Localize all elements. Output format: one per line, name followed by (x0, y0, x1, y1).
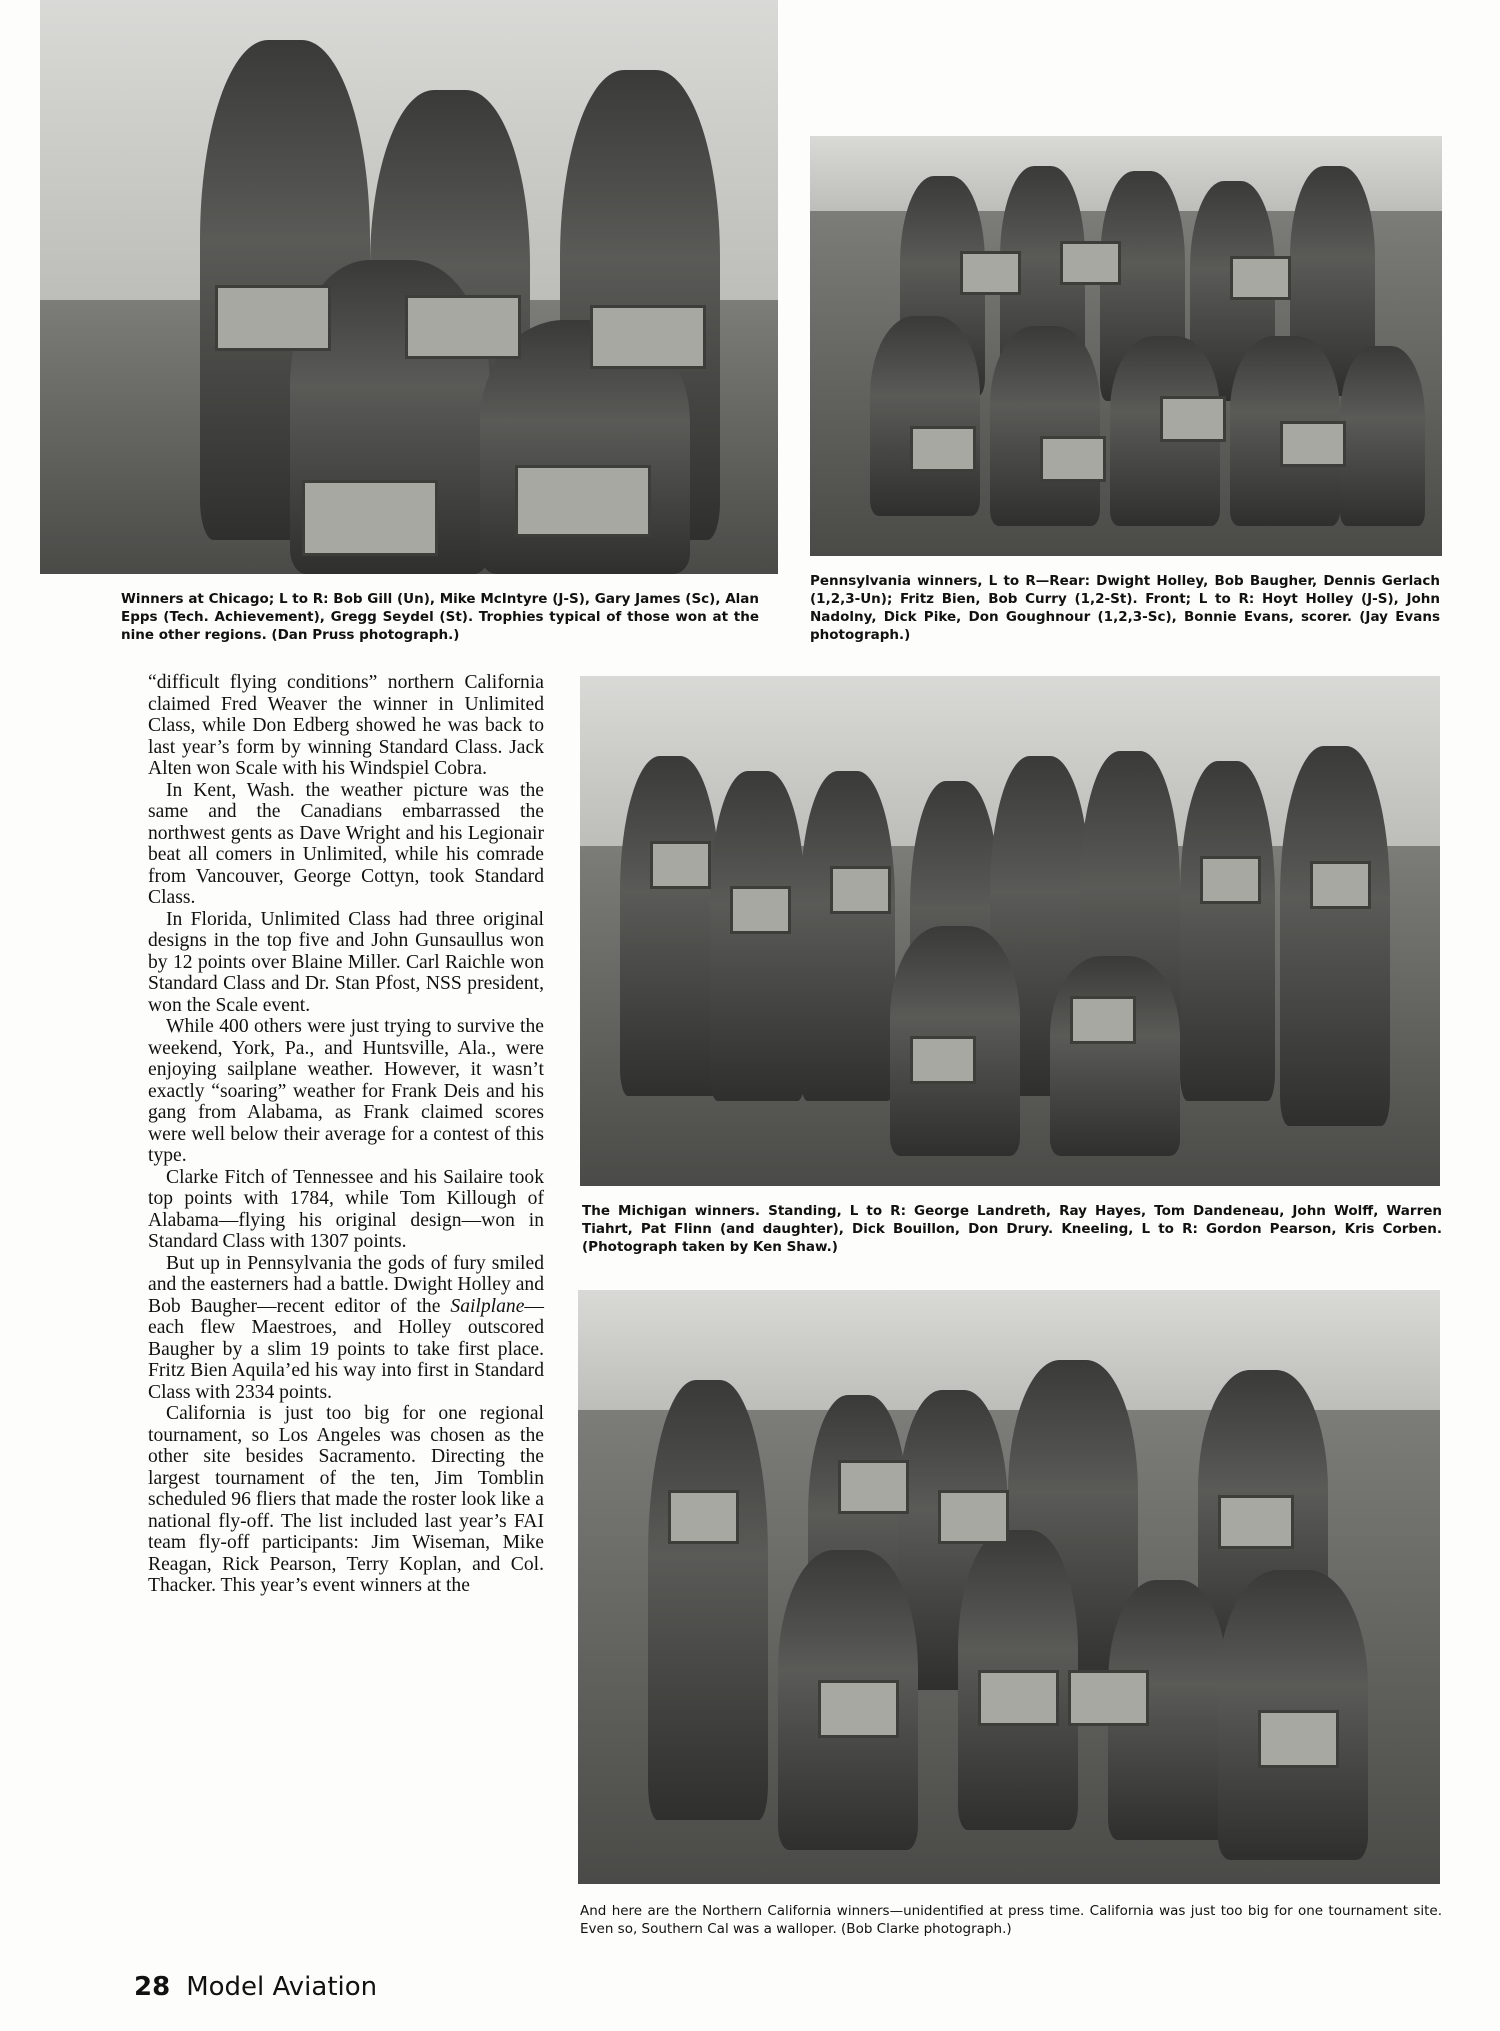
caption-michigan: The Michigan winners. Standing, L to R: George Landreth, Ray Hayes, Tom Dandeneau, John Wolff, Warren Tiahrt, Pat Flinn (and daughter), Dick Bouillon, Don Drury. Kneeling, L to R: Gordon Pearson, Kris Corben. (Photograph taken by Ken Shaw.) (582, 1203, 1442, 1255)
article-paragraph: California is just too big for one regional tournament, so Los Angeles was chosen as the other site besides Sacramento. Directing the largest tournament of the ten, Jim Tomblin scheduled 96 fliers that made the roster look like a national fly-off. The list included last year’s FAI team fly-off participants: Jim Wiseman, Mike Reagan, Rick Pearson, Terry Koplan, and Col. Thacker. This year’s event winners at the (148, 1403, 544, 1596)
article-paragraph: While 400 others were just trying to survive the weekend, York, Pa., and Huntsville, Ala., were enjoying sailplane weather. However, it wasn’t exactly “soaring” weather for Frank Deis and his gang from Alabama, as Frank claimed scores were well below their average for a contest of this type. (148, 1016, 544, 1166)
caption-chicago: Winners at Chicago; L to R: Bob Gill (Un), Mike McIntyre (J-S), Gary James (Sc), Alan Epps (Tech. Achievement), Gregg Seydel (St). Trophies typical of those won at the nine other regions. (Dan Pruss photograph.) (121, 591, 759, 643)
article-paragraph (148, 1253, 544, 1404)
article-text: —each flew Maestroes, and Holley outscored Baugher by a slim 19 points to take first place. Fritz Bien Aquila’ed his way into first in Standard Class with 2334 points. (148, 1295, 544, 1403)
folio (134, 1972, 377, 2002)
magazine-name: Model Aviation (186, 1972, 378, 2002)
article-body (148, 672, 544, 1597)
page-number: 28 (134, 1972, 171, 2002)
article-paragraph: Clarke Fitch of Tennessee and his Sailaire took top points with 1784, while Tom Killough of Alabama—flying his original design—won in Standard Class with 1307 points. (148, 1166, 544, 1252)
article-paragraph: In Kent, Wash. the weather picture was the same and the Canadians embarrassed the northwest gents as Dave Wright and his Legionair beat all comers in Unlimited, while his comrade from Vancouver, George Cottyn, took Standard Class. (148, 779, 544, 908)
caption-pennsylvania: Pennsylvania winners, L to R—Rear: Dwight Holley, Bob Baugher, Dennis Gerlach (1,2,3-Un); Fritz Bien, Bob Curry (1,2-St). Front; L to R: Hoyt Holley (J-S), John Nadolny, Dick Pike, Don Goughnour (1,2,3-Sc), Bonnie Evans, scorer. (Jay Evans photograph.) (810, 573, 1440, 643)
article-paragraph: In Florida, Unlimited Class had three original designs in the top five and John Gunsaullus won by 12 points over Blaine Miller. Carl Raichle won Standard Class and Dr. Stan Pfost, NSS president, won the Scale event. (148, 908, 544, 1016)
article-paragraph: “difficult flying conditions” northern California claimed Fred Weaver the winner in Unlimited Class, while Don Edberg showed he was back to last year’s form by winning Standard Class. Jack Alten won Scale with his Windspiel Cobra. (148, 672, 544, 779)
photo-chicago-winners (40, 0, 778, 574)
magazine-title: Sailplane (450, 1295, 525, 1317)
photo-pennsylvania-winners (810, 136, 1442, 556)
caption-northern-california: And here are the Northern California winners—unidentified at press time. California was just too big for one tournament site. Even so, Southern Cal was a walloper. (Bob Clarke photograph.) (580, 1903, 1442, 1937)
photo-michigan-winners (580, 676, 1440, 1186)
photo-northern-california-winners (578, 1290, 1440, 1884)
article-text: But up in Pennsylvania the gods of fury smiled and the easterners had a battle. Dwight Holley and Bob Baugher—recent editor of the (148, 1252, 544, 1317)
